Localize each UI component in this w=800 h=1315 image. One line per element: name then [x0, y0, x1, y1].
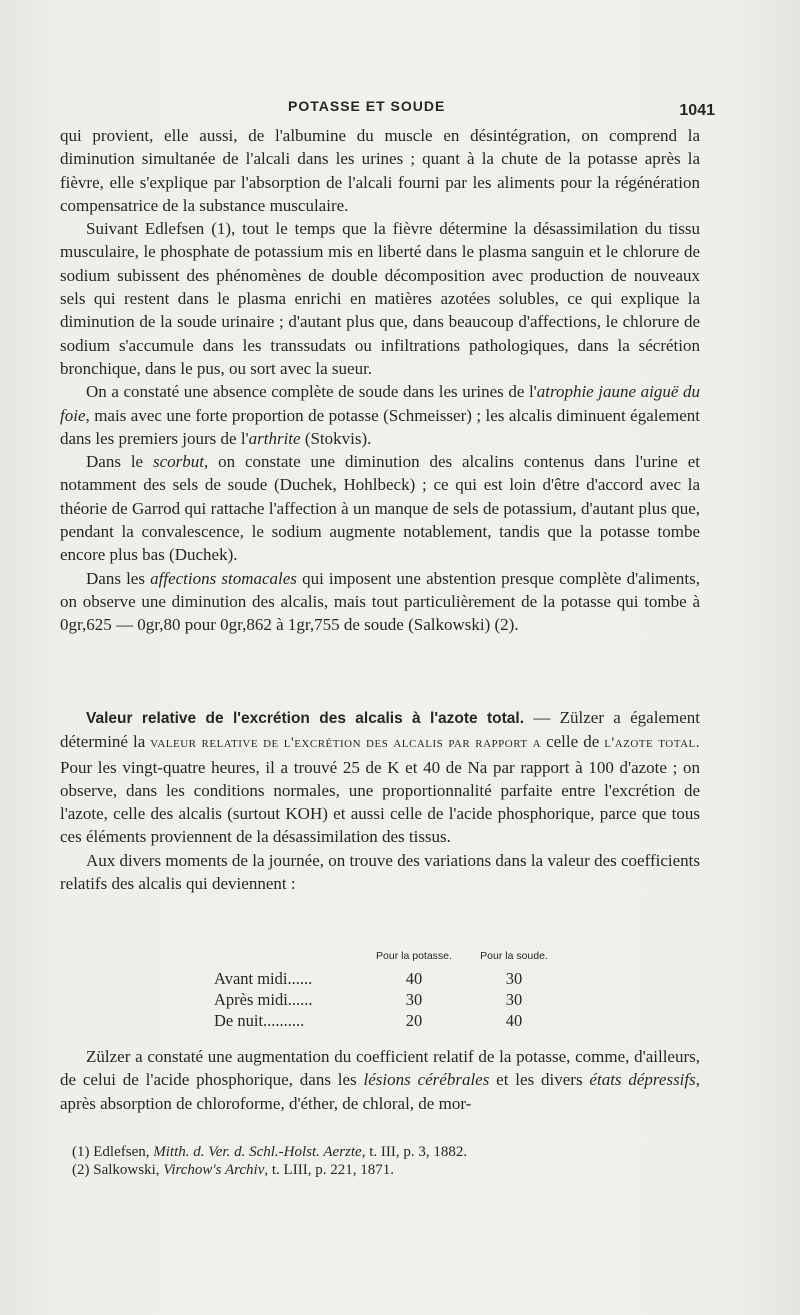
- italic-term: arthrite: [248, 428, 301, 448]
- running-head: POTASSE ET SOUDE: [288, 98, 446, 114]
- footnote: [72, 1161, 692, 1179]
- paragraph: [60, 450, 700, 566]
- text-segment: Aux divers moments de la journée, on trouve des variations dans la valeur des coefficients relatifs des alcalis qui deviennent :: [60, 850, 700, 894]
- closing-text: [60, 1045, 700, 1115]
- footnotes: [72, 1143, 692, 1179]
- paragraph: [60, 217, 700, 380]
- footnote-number: (2): [72, 1162, 90, 1178]
- table-cell: Après midi......: [214, 989, 313, 1009]
- italic-term: lésions cérébrales: [363, 1070, 490, 1090]
- text-segment: celle de: [541, 732, 605, 752]
- table-cell: 40: [405, 968, 423, 988]
- text-segment: (Stokvis).: [300, 428, 372, 448]
- footnote-author: Salkowski,: [89, 1162, 164, 1178]
- table-cell: De nuit..........: [214, 1010, 305, 1030]
- table-cell: 30: [405, 989, 423, 1009]
- table-cell: 40: [505, 1010, 523, 1030]
- footnote-author: Edlefsen,: [89, 1144, 154, 1160]
- text-segment: qui imposent une abstention presque complète d'aliments, on observe une diminution des alcalis, mais tout particulièrement de la potasse qui tombe à 0gr,625 — 0gr,80 pour 0gr,862 à 1gr,755 de soude (Salkowski) (2).: [60, 568, 700, 635]
- text-segment: — Zülzer a également déterminé la: [60, 708, 700, 752]
- section-excretion: [60, 706, 700, 895]
- section-paragraph: [60, 706, 700, 849]
- italic-term: atrophie jaune aiguë du foie: [60, 382, 700, 425]
- text-segment: , mais avec une forte proportion de potasse (Schmeisser) ; les alcalis diminuent également dans les premiers jours de l': [60, 405, 700, 448]
- table-cell: 30: [505, 989, 523, 1009]
- table-cell: 30: [505, 968, 523, 988]
- text-segment: , on constate une diminution des alcalins contenus dans l'urine et notamment des sels de soude (Duchek, Hohlbeck) ; ce qui est loin d'être d'accord avec la théorie de Garrod qui rattache l'affection à un manque de sels de potassium, d'autant plus que, pendant la convalescence, le sodium augmente notablement, tandis que la potasse tombe encore plus bas (Duchek).: [60, 452, 700, 565]
- italic-term: scorbut: [152, 452, 204, 472]
- footnote-rest: , t. LIII, p. 221, 1871.: [264, 1162, 394, 1178]
- text-segment: qui provient, elle aussi, de l'albumine du muscle en désintégration, on comprend la diminution simultanée de l'alcali dans les urines ; quant à la chute de la potasse après la fièvre, elle s'explique par l'absorption de l'alcali fourni par les aliments pour la régénération compensatrice de la substance musculaire.: [60, 126, 700, 215]
- paragraph: [60, 380, 700, 450]
- footnote-title: Virchow's Archiv: [163, 1162, 265, 1178]
- coefficients-table: [214, 950, 564, 1031]
- footnote-number: (1): [72, 1144, 90, 1160]
- text-segment: Dans le: [86, 452, 153, 472]
- text-segment: Suivant Edlefsen (1), tout le temps que la fièvre détermine la désassimilation du tissu musculaire, le phosphate de potassium mis en liberté dans le plasma sanguin et le chlorure de sodium subissent des phénomènes de double décomposition avec production de nouveaux sels qui restent dans le plasma enrichi en matières azotées solubles, ce qui explique la diminution de la soude urinaire ; d'autant plus que, dans beaucoup d'affections, le chlorure de sodium s'accumule dans les transsudats ou infiltrations pathologiques, dans la sécrétion bronchique, dans le pus, ou sort avec la sueur.: [60, 219, 700, 378]
- table-row: [214, 968, 564, 989]
- section-paragraph: [60, 849, 700, 896]
- text-segment: Pour les vingt-quatre heures, il a trouvé 25 de K et 40 de Na par rapport à 100 d'azote ; on observe, dans les conditions normales, une proportionnalité parfaite entre l'excrétion de l'azote, celle des alcalis (surtout KOH) et aussi celle de l'acide phosphorique, parce que tous ces éléments proviennent de la désassimilation des tissus.: [60, 757, 700, 847]
- table-row: [214, 1010, 564, 1031]
- table-cell: 20: [405, 1010, 423, 1030]
- italic-term: affections stomacales: [150, 568, 297, 588]
- table-row: [214, 989, 564, 1010]
- footnote: [72, 1143, 692, 1161]
- table-cell: Avant midi......: [214, 968, 313, 988]
- footnote-rest: , t. III, p. 3, 1882.: [361, 1144, 468, 1160]
- table-header-row: [214, 950, 564, 968]
- page-number: 1041: [679, 102, 715, 119]
- paragraph: [60, 567, 700, 637]
- text-segment: Zülzer a constaté une augmentation du coefficient relatif de la potasse, comme, d'ailleurs, de celui de l'acide phosphorique, dans les: [60, 1047, 700, 1090]
- coefficients-table-wrap: [214, 950, 574, 1031]
- column-header: Pour la soude.: [480, 950, 548, 962]
- column-header: Pour la potasse.: [376, 950, 452, 962]
- page-header: [60, 96, 715, 124]
- small-caps-text: l'azote total.: [604, 735, 700, 752]
- paragraph: [60, 1045, 700, 1115]
- body-text: [60, 124, 700, 637]
- italic-term: états dépressifs: [589, 1070, 696, 1090]
- footnote-title: Mitth. d. Ver. d. Schl.-Holst. Aerzte: [153, 1144, 362, 1160]
- column-header: [214, 950, 364, 968]
- text-segment: Dans les: [86, 568, 151, 588]
- section-title: Valeur relative de l'excrétion des alcalis à l'azote total.: [86, 710, 525, 727]
- text-segment: , après absorption de chloroforme, d'éther, de chloral, de mor-: [60, 1070, 700, 1113]
- text-segment: et les divers: [489, 1070, 590, 1090]
- text-segment: On a constaté une absence complète de soude dans les urines de l': [86, 382, 537, 402]
- paragraph: [60, 124, 700, 217]
- small-caps-text: valeur relative de l'excrétion des alcalis par rapport a: [150, 735, 542, 752]
